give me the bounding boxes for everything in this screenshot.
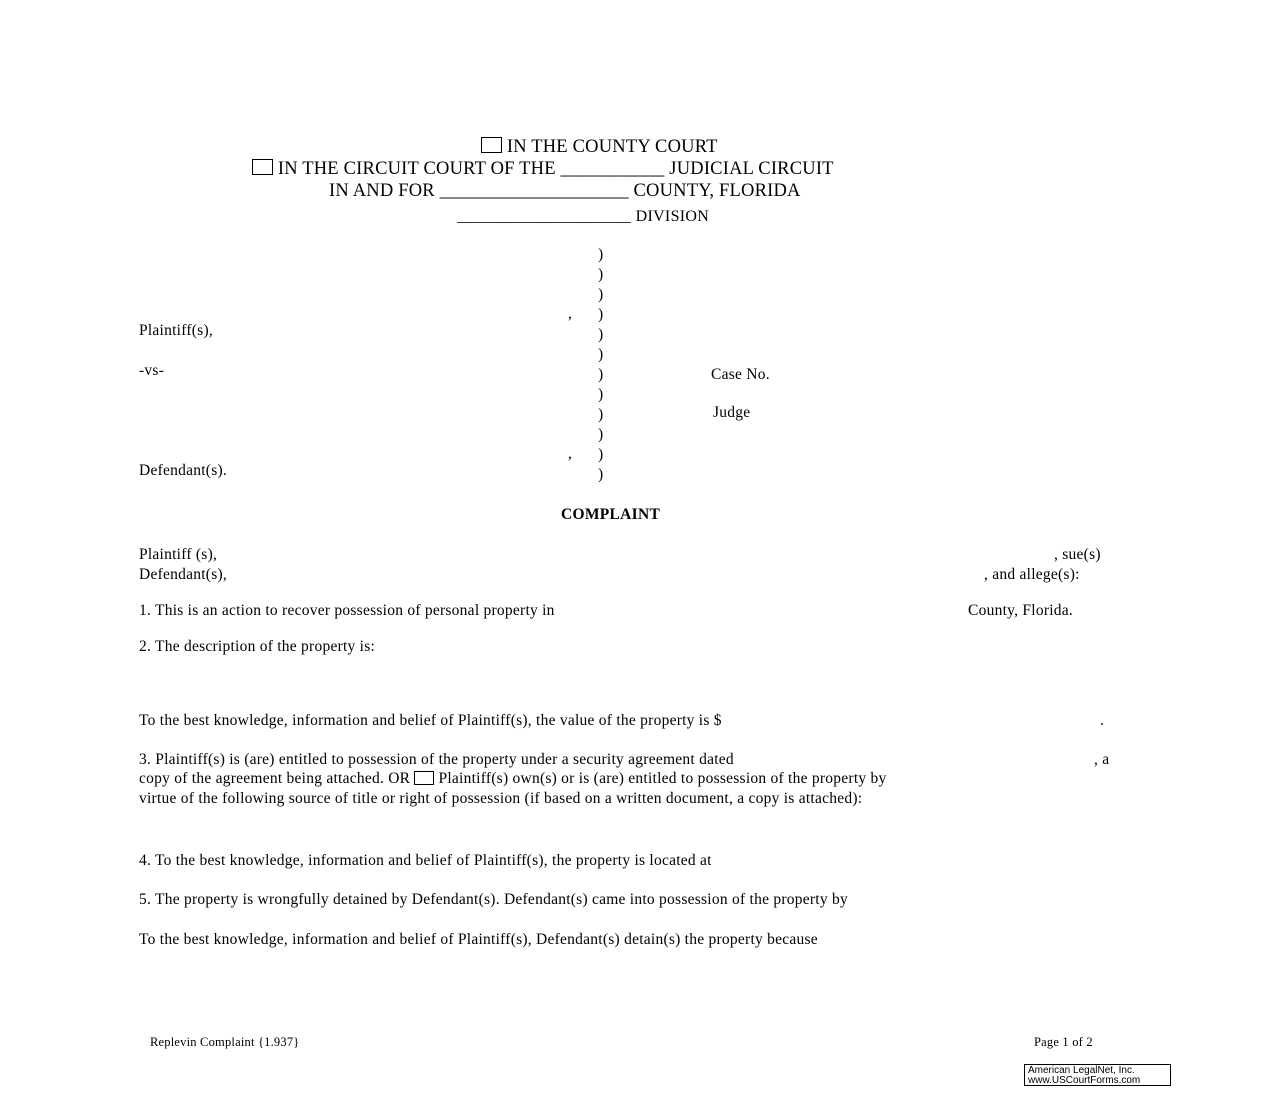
- division-line: _____________________ DIVISION: [457, 208, 710, 225]
- detain-reason-line: To the best knowledge, information and belief of Plaintiff(s), Defendant(s) detain(s) the property because: [139, 931, 818, 948]
- case-no-label: Case No.: [711, 366, 770, 383]
- defendants-caption-label: Defendant(s).: [139, 462, 228, 479]
- paragraph-1: 1. This is an action to recover possession of personal property in: [139, 602, 555, 619]
- paragraph-1-county: County, Florida.: [968, 602, 1074, 619]
- paragraph-3-line-2: [139, 770, 887, 788]
- intro-allege: , and allege(s):: [984, 566, 1080, 583]
- in-and-for-line: IN AND FOR ____________________ COUNTY, FLORIDA: [329, 181, 801, 201]
- defendant-name-comma: ,: [568, 445, 573, 462]
- stamp-line-2: www.USCourtForms.com: [1028, 1075, 1141, 1086]
- ownership-checkbox[interactable]: [414, 771, 434, 785]
- circuit-court-line: [252, 159, 834, 180]
- plaintiff-name-comma: ,: [568, 305, 573, 322]
- caption-parentheses: ) ) ) ) ) ) ) ) ) ) ) ): [598, 246, 604, 483]
- county-court-checkbox[interactable]: [481, 137, 502, 153]
- intro-defendant: Defendant(s),: [139, 566, 228, 583]
- paragraph-3-line-1: 3. Plaintiff(s) is (are) entitled to possession of the property under a security agreement dated: [139, 751, 734, 768]
- vs-label: -vs-: [139, 362, 165, 379]
- paragraph-5: 5. The property is wrongfully detained by Defendant(s). Defendant(s) came into possession of the property by: [139, 891, 848, 908]
- intro-plaintiff: Plaintiff (s),: [139, 546, 218, 563]
- page-number-footer: Page 1 of 2: [1034, 1035, 1093, 1049]
- paragraph-3-line-2b: Plaintiff(s) own(s) or is (are) entitled to possession of the property by: [438, 770, 887, 787]
- plaintiffs-caption-label: Plaintiff(s),: [139, 322, 213, 339]
- intro-sues: , sue(s): [1054, 546, 1101, 563]
- property-value-line: To the best knowledge, information and belief of Plaintiff(s), the value of the property is $: [139, 712, 722, 729]
- paragraph-2: 2. The description of the property is:: [139, 638, 376, 655]
- county-court-line: [481, 137, 718, 158]
- paragraph-3-line-2a: copy of the agreement being attached. OR: [139, 770, 411, 787]
- form-name-footer: Replevin Complaint {1.937}: [150, 1035, 300, 1049]
- document-title: COMPLAINT: [561, 506, 661, 523]
- legalnet-stamp: [1024, 1064, 1171, 1086]
- paragraph-3-line-3: virtue of the following source of title or right of possession (if based on a written document, a copy is attached):: [139, 790, 863, 807]
- circuit-court-checkbox[interactable]: [252, 159, 273, 175]
- county-court-label: IN THE COUNTY COURT: [506, 137, 718, 157]
- stamp-line-1: American LegalNet, Inc.: [1028, 1065, 1135, 1076]
- circuit-court-label: IN THE CIRCUIT COURT OF THE ___________ JUDICIAL CIRCUIT: [277, 159, 834, 179]
- paragraph-3-line-1-end: , a: [1094, 751, 1110, 768]
- property-value-period: .: [1100, 712, 1105, 729]
- paragraph-4: 4. To the best knowledge, information and belief of Plaintiff(s), the property is located at: [139, 852, 712, 869]
- judge-label: Judge: [713, 404, 751, 421]
